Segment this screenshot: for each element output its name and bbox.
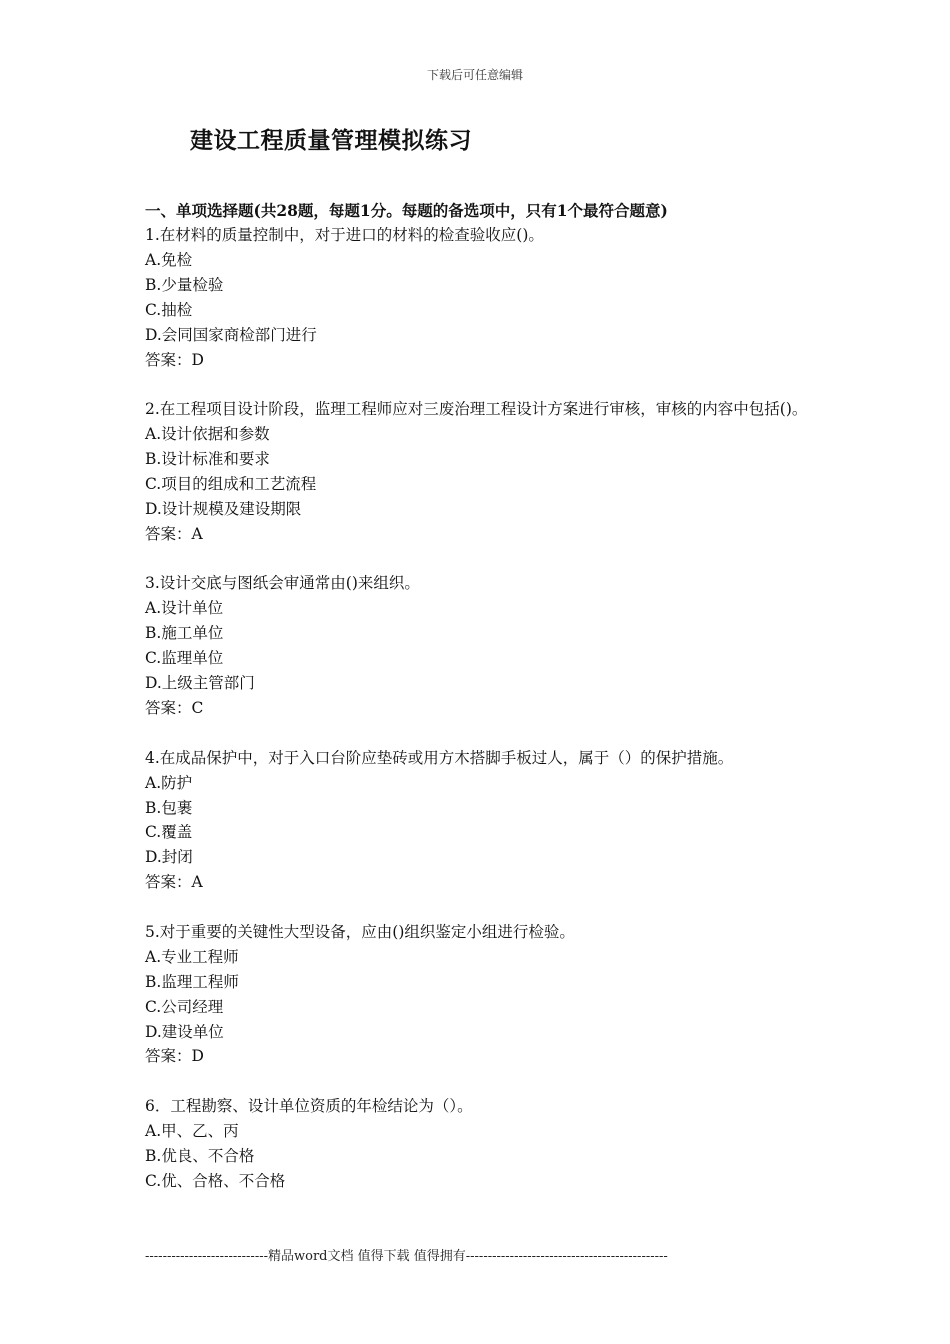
- option-b: B.优良、不合格: [145, 1146, 255, 1165]
- question-5: [145, 920, 815, 1069]
- answer: 答案：C: [145, 699, 204, 717]
- answer: 答案：D: [145, 1047, 204, 1066]
- option-b: B.包裹: [145, 798, 193, 817]
- answer: 答案：A: [145, 873, 203, 892]
- option-a: A.设计依据和参数: [145, 425, 270, 444]
- question-4: [145, 746, 815, 895]
- option-c: C.项目的组成和工艺流程: [145, 474, 317, 493]
- answer: 答案：A: [145, 524, 203, 543]
- header-note: 下载后可任意编辑: [426, 68, 523, 82]
- document-title: 建设工程质量管理模拟练习: [190, 127, 472, 154]
- option-d: D.上级主管部门: [145, 674, 255, 693]
- question-stem: 4.在成品保护中，对于入口台阶应垫砖或用方木搭脚手板过人，属于（）的保护措施。: [145, 748, 734, 767]
- section-heading: 一、单项选择题(共28题，每题1分。每题的备选项中，只有1个最符合题意): [145, 201, 668, 220]
- option-a: A.免检: [145, 250, 193, 269]
- question-2: [145, 397, 815, 546]
- footer-note: ----------------------------精品word文档 值得下载 值得拥有----------------------------------------------: [145, 1249, 668, 1264]
- question-stem: 3.设计交底与图纸会审通常由()来组织。: [145, 574, 420, 593]
- option-d: D.建设单位: [145, 1022, 224, 1041]
- option-a: A.设计单位: [145, 599, 224, 618]
- option-b: B.设计标准和要求: [145, 450, 270, 469]
- option-b: B.少量检验: [145, 275, 224, 294]
- question-stem: 1.在材料的质量控制中，对于进口的材料的检查验收应()。: [145, 226, 544, 244]
- question-stem: 6．工程勘察、设计单位资质的年检结论为（）。: [145, 1097, 473, 1116]
- option-d: D.封闭: [145, 848, 193, 867]
- question-stem: 2.在工程项目设计阶段，监理工程师应对三废治理工程设计方案进行审核，审核的内容中包括()。: [145, 400, 808, 419]
- document-body: [145, 198, 815, 1219]
- option-c: C.抽检: [145, 300, 193, 319]
- question-stem: 5.对于重要的关键性大型设备，应由()组织鉴定小组进行检验。: [145, 922, 575, 941]
- question-1: [145, 223, 815, 372]
- option-a: A.防护: [145, 773, 193, 792]
- option-a: A.专业工程师: [145, 947, 239, 966]
- question-3: [145, 571, 815, 720]
- option-c: C.优、合格、不合格: [145, 1171, 286, 1190]
- option-d: D.会同国家商检部门进行: [145, 325, 317, 344]
- option-b: B.监理工程师: [145, 972, 239, 991]
- option-d: D.设计规模及建设期限: [145, 499, 302, 518]
- option-b: B.施工单位: [145, 624, 224, 643]
- answer: 答案：D: [145, 350, 204, 369]
- option-c: C.监理单位: [145, 649, 224, 668]
- question-6: [145, 1094, 815, 1194]
- option-c: C.公司经理: [145, 997, 224, 1016]
- option-a: A.甲、乙、丙: [145, 1122, 239, 1141]
- option-c: C.覆盖: [145, 823, 193, 842]
